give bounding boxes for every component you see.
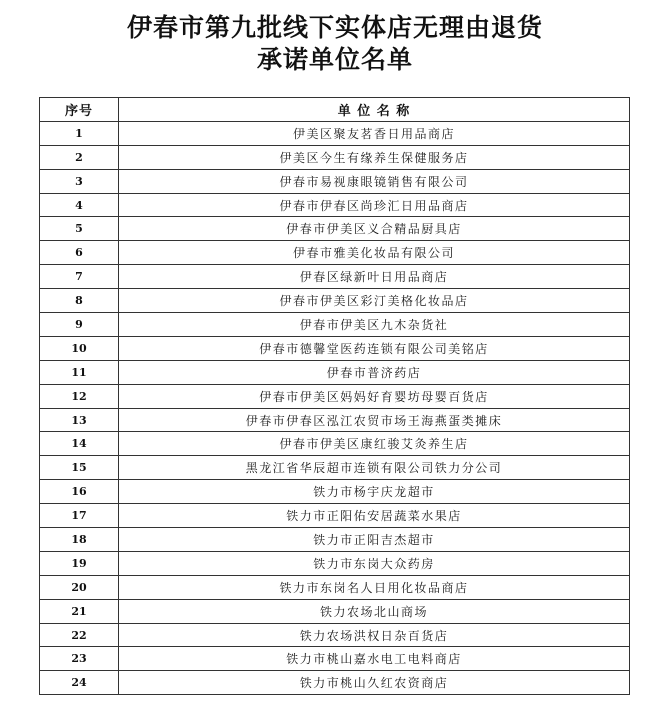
row-unit-name: 伊春市伊美区九木杂货社 — [119, 313, 630, 337]
row-unit-name: 黑龙江省华辰超市连锁有限公司铁力分公司 — [119, 456, 630, 480]
table-header-row — [40, 98, 630, 122]
table-header — [40, 98, 630, 122]
table-row — [40, 599, 630, 623]
row-unit-name: 伊美区聚友茗香日用品商店 — [119, 121, 630, 145]
table-row — [40, 432, 630, 456]
table-row — [40, 121, 630, 145]
row-unit-name: 铁力市杨宇庆龙超市 — [119, 480, 630, 504]
row-serial-number: 23 — [40, 647, 119, 671]
row-serial-number: 18 — [40, 528, 119, 552]
row-unit-name: 铁力农场洪权日杂百货店 — [119, 623, 630, 647]
table-row — [40, 480, 630, 504]
table-row — [40, 551, 630, 575]
row-unit-name: 铁力市正阳吉杰超市 — [119, 528, 630, 552]
row-serial-number: 21 — [40, 599, 119, 623]
table-row — [40, 169, 630, 193]
row-unit-name: 铁力市桃山久红农资商店 — [119, 671, 630, 695]
table-row — [40, 313, 630, 337]
table-row — [40, 360, 630, 384]
table-row — [40, 623, 630, 647]
row-unit-name: 伊春市伊春区尚珍汇日用品商店 — [119, 193, 630, 217]
row-serial-number: 11 — [40, 360, 119, 384]
table-row — [40, 504, 630, 528]
header-serial-number: 序号 — [40, 98, 119, 122]
row-unit-name: 伊美区今生有缘养生保健服务店 — [119, 145, 630, 169]
row-serial-number: 22 — [40, 623, 119, 647]
table-row — [40, 241, 630, 265]
row-unit-name: 铁力市桃山嘉水电工电料商店 — [119, 647, 630, 671]
row-serial-number: 7 — [40, 265, 119, 289]
row-serial-number: 19 — [40, 551, 119, 575]
document-title-line-1: 伊春市第九批线下实体店无理由退货 — [126, 13, 543, 42]
row-serial-number: 8 — [40, 289, 119, 313]
row-serial-number: 20 — [40, 575, 119, 599]
row-unit-name: 伊春市伊美区彩汀美格化妆品店 — [119, 289, 630, 313]
table-row — [40, 217, 630, 241]
row-unit-name: 伊春市易视康眼镜销售有限公司 — [119, 169, 630, 193]
table-row — [40, 456, 630, 480]
table-row — [40, 647, 630, 671]
row-serial-number: 3 — [40, 169, 119, 193]
row-serial-number: 17 — [40, 504, 119, 528]
row-unit-name: 伊春市伊美区义合精品厨具店 — [119, 217, 630, 241]
row-serial-number: 13 — [40, 408, 119, 432]
row-unit-name: 铁力农场北山商场 — [119, 599, 630, 623]
table-row — [40, 336, 630, 360]
table-row — [40, 289, 630, 313]
row-serial-number: 14 — [40, 432, 119, 456]
row-unit-name: 伊春区绿新叶日用品商店 — [119, 265, 630, 289]
row-unit-name: 伊春市普济药店 — [119, 360, 630, 384]
table-row — [40, 384, 630, 408]
row-serial-number: 16 — [40, 480, 119, 504]
row-unit-name: 伊春市伊美区妈妈好育婴坊母婴百货店 — [119, 384, 630, 408]
table-row — [40, 528, 630, 552]
row-serial-number: 6 — [40, 241, 119, 265]
unit-list-table — [39, 97, 630, 695]
row-unit-name: 铁力市东岗名人日用化妆品商店 — [119, 575, 630, 599]
row-unit-name: 伊春市德馨堂医药连锁有限公司美铭店 — [119, 336, 630, 360]
table-row — [40, 408, 630, 432]
table-row — [40, 575, 630, 599]
row-serial-number: 10 — [40, 336, 119, 360]
table-row — [40, 193, 630, 217]
row-serial-number: 2 — [40, 145, 119, 169]
header-unit-name: 单 位 名 称 — [119, 98, 630, 122]
row-unit-name: 伊春市伊春区泓江农贸市场王海燕蛋类摊床 — [119, 408, 630, 432]
row-serial-number: 1 — [40, 121, 119, 145]
row-serial-number: 15 — [40, 456, 119, 480]
row-serial-number: 9 — [40, 313, 119, 337]
table-row — [40, 671, 630, 695]
row-serial-number: 12 — [40, 384, 119, 408]
document-title-line-2: 承诺单位名单 — [256, 45, 413, 74]
table-row — [40, 145, 630, 169]
row-unit-name: 铁力市东岗大众药房 — [119, 551, 630, 575]
row-serial-number: 4 — [40, 193, 119, 217]
row-serial-number: 24 — [40, 671, 119, 695]
row-unit-name: 伊春市伊美区康红骏艾灸养生店 — [119, 432, 630, 456]
table-row — [40, 265, 630, 289]
row-unit-name: 铁力市正阳佑安居蔬菜水果店 — [119, 504, 630, 528]
row-serial-number: 5 — [40, 217, 119, 241]
row-unit-name: 伊春市雅美化妆品有限公司 — [119, 241, 630, 265]
table-body — [40, 121, 630, 694]
